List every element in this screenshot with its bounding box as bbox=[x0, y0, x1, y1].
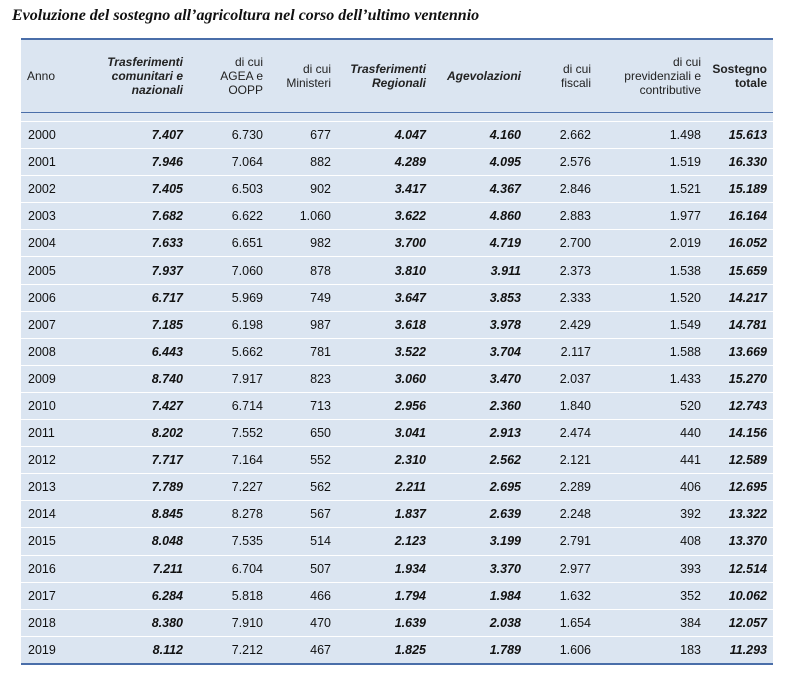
cell-sostegno-totale: 15.270 bbox=[707, 365, 773, 392]
cell-trasferimenti: 8.380 bbox=[91, 609, 189, 636]
cell-sostegno-totale: 13.322 bbox=[707, 501, 773, 528]
table-row bbox=[21, 636, 773, 664]
cell-agevolazioni: 4.160 bbox=[432, 122, 527, 149]
cell-fiscali: 2.333 bbox=[527, 284, 597, 311]
cell-agea: 5.818 bbox=[189, 582, 269, 609]
support-table bbox=[21, 38, 773, 665]
table-row bbox=[21, 230, 773, 257]
cell-previdenziali: 1.521 bbox=[597, 176, 707, 203]
cell-fiscali: 2.576 bbox=[527, 149, 597, 176]
cell-trasferimenti: 7.633 bbox=[91, 230, 189, 257]
cell-fiscali: 2.121 bbox=[527, 447, 597, 474]
cell-fiscali: 2.977 bbox=[527, 555, 597, 582]
cell-agea: 7.227 bbox=[189, 474, 269, 501]
header-fiscali: di cui fiscali bbox=[527, 39, 597, 113]
cell-trasferimenti: 7.405 bbox=[91, 176, 189, 203]
cell-sostegno-totale: 12.589 bbox=[707, 447, 773, 474]
cell-trasferimenti: 8.740 bbox=[91, 365, 189, 392]
cell-regionali: 3.618 bbox=[337, 311, 432, 338]
cell-previdenziali: 1.519 bbox=[597, 149, 707, 176]
cell-regionali: 3.700 bbox=[337, 230, 432, 257]
cell-anno: 2016 bbox=[21, 555, 91, 582]
cell-regionali: 3.647 bbox=[337, 284, 432, 311]
cell-fiscali: 2.791 bbox=[527, 528, 597, 555]
cell-sostegno-totale: 12.695 bbox=[707, 474, 773, 501]
cell-ministeri: 823 bbox=[269, 365, 337, 392]
cell-sostegno-totale: 12.057 bbox=[707, 609, 773, 636]
cell-regionali: 2.956 bbox=[337, 392, 432, 419]
cell-agea: 5.969 bbox=[189, 284, 269, 311]
table-header bbox=[21, 39, 773, 113]
table-row bbox=[21, 447, 773, 474]
cell-trasferimenti: 7.717 bbox=[91, 447, 189, 474]
header-ministeri: di cui Ministeri bbox=[269, 39, 337, 113]
cell-anno: 2000 bbox=[21, 122, 91, 149]
cell-agea: 7.064 bbox=[189, 149, 269, 176]
cell-agevolazioni: 3.704 bbox=[432, 338, 527, 365]
cell-sostegno-totale: 13.669 bbox=[707, 338, 773, 365]
cell-agea: 8.278 bbox=[189, 501, 269, 528]
header-agea: di cui AGEA e OOPP bbox=[189, 39, 269, 113]
header-previdenziali: di cui previdenziali e contributive bbox=[597, 39, 707, 113]
cell-fiscali: 2.289 bbox=[527, 474, 597, 501]
cell-previdenziali: 1.520 bbox=[597, 284, 707, 311]
cell-ministeri: 902 bbox=[269, 176, 337, 203]
cell-ministeri: 882 bbox=[269, 149, 337, 176]
cell-agevolazioni: 2.695 bbox=[432, 474, 527, 501]
cell-anno: 2009 bbox=[21, 365, 91, 392]
cell-sostegno-totale: 11.293 bbox=[707, 636, 773, 664]
cell-regionali: 4.047 bbox=[337, 122, 432, 149]
cell-previdenziali: 352 bbox=[597, 582, 707, 609]
cell-ministeri: 507 bbox=[269, 555, 337, 582]
cell-regionali: 4.289 bbox=[337, 149, 432, 176]
cell-agea: 6.714 bbox=[189, 392, 269, 419]
cell-ministeri: 552 bbox=[269, 447, 337, 474]
cell-agea: 7.212 bbox=[189, 636, 269, 664]
cell-previdenziali: 406 bbox=[597, 474, 707, 501]
cell-agea: 7.164 bbox=[189, 447, 269, 474]
cell-anno: 2004 bbox=[21, 230, 91, 257]
cell-regionali: 1.794 bbox=[337, 582, 432, 609]
cell-fiscali: 2.700 bbox=[527, 230, 597, 257]
table-spacer-row bbox=[21, 113, 773, 122]
cell-fiscali: 2.037 bbox=[527, 365, 597, 392]
cell-previdenziali: 1.498 bbox=[597, 122, 707, 149]
cell-agevolazioni: 1.984 bbox=[432, 582, 527, 609]
table-row bbox=[21, 420, 773, 447]
cell-anno: 2019 bbox=[21, 636, 91, 664]
cell-agevolazioni: 3.199 bbox=[432, 528, 527, 555]
cell-previdenziali: 408 bbox=[597, 528, 707, 555]
cell-ministeri: 713 bbox=[269, 392, 337, 419]
cell-ministeri: 987 bbox=[269, 311, 337, 338]
cell-ministeri: 878 bbox=[269, 257, 337, 284]
cell-fiscali: 2.248 bbox=[527, 501, 597, 528]
table-row bbox=[21, 149, 773, 176]
cell-ministeri: 677 bbox=[269, 122, 337, 149]
cell-previdenziali: 384 bbox=[597, 609, 707, 636]
cell-previdenziali: 1.549 bbox=[597, 311, 707, 338]
cell-regionali: 3.041 bbox=[337, 420, 432, 447]
header-regionali: Trasferimenti Regionali bbox=[337, 39, 432, 113]
cell-previdenziali: 440 bbox=[597, 420, 707, 447]
cell-ministeri: 562 bbox=[269, 474, 337, 501]
cell-sostegno-totale: 15.613 bbox=[707, 122, 773, 149]
cell-anno: 2012 bbox=[21, 447, 91, 474]
cell-agevolazioni: 4.367 bbox=[432, 176, 527, 203]
table-row bbox=[21, 257, 773, 284]
cell-anno: 2001 bbox=[21, 149, 91, 176]
table-row bbox=[21, 365, 773, 392]
cell-trasferimenti: 8.048 bbox=[91, 528, 189, 555]
cell-agea: 6.622 bbox=[189, 203, 269, 230]
table-row bbox=[21, 176, 773, 203]
cell-anno: 2017 bbox=[21, 582, 91, 609]
cell-agevolazioni: 2.360 bbox=[432, 392, 527, 419]
cell-previdenziali: 520 bbox=[597, 392, 707, 419]
table-row bbox=[21, 555, 773, 582]
cell-trasferimenti: 7.946 bbox=[91, 149, 189, 176]
cell-agevolazioni: 2.913 bbox=[432, 420, 527, 447]
cell-agea: 6.503 bbox=[189, 176, 269, 203]
cell-anno: 2002 bbox=[21, 176, 91, 203]
cell-fiscali: 2.662 bbox=[527, 122, 597, 149]
cell-fiscali: 1.606 bbox=[527, 636, 597, 664]
cell-agevolazioni: 3.370 bbox=[432, 555, 527, 582]
table-row bbox=[21, 392, 773, 419]
cell-trasferimenti: 6.717 bbox=[91, 284, 189, 311]
cell-sostegno-totale: 15.189 bbox=[707, 176, 773, 203]
cell-trasferimenti: 6.284 bbox=[91, 582, 189, 609]
header-agevolazioni: Agevolazioni bbox=[432, 39, 527, 113]
cell-anno: 2003 bbox=[21, 203, 91, 230]
cell-fiscali: 2.117 bbox=[527, 338, 597, 365]
cell-ministeri: 650 bbox=[269, 420, 337, 447]
table-row bbox=[21, 311, 773, 338]
cell-agea: 6.704 bbox=[189, 555, 269, 582]
cell-regionali: 1.639 bbox=[337, 609, 432, 636]
cell-agea: 6.730 bbox=[189, 122, 269, 149]
cell-fiscali: 2.429 bbox=[527, 311, 597, 338]
cell-agevolazioni: 1.789 bbox=[432, 636, 527, 664]
cell-trasferimenti: 7.937 bbox=[91, 257, 189, 284]
cell-previdenziali: 1.588 bbox=[597, 338, 707, 365]
cell-regionali: 2.211 bbox=[337, 474, 432, 501]
cell-anno: 2006 bbox=[21, 284, 91, 311]
cell-agevolazioni: 4.719 bbox=[432, 230, 527, 257]
cell-fiscali: 2.373 bbox=[527, 257, 597, 284]
cell-regionali: 2.310 bbox=[337, 447, 432, 474]
cell-agea: 6.198 bbox=[189, 311, 269, 338]
support-table-container bbox=[21, 38, 773, 665]
header-anno: Anno bbox=[21, 39, 91, 113]
cell-sostegno-totale: 16.164 bbox=[707, 203, 773, 230]
cell-agea: 5.662 bbox=[189, 338, 269, 365]
cell-previdenziali: 2.019 bbox=[597, 230, 707, 257]
cell-ministeri: 982 bbox=[269, 230, 337, 257]
cell-sostegno-totale: 13.370 bbox=[707, 528, 773, 555]
cell-agea: 7.910 bbox=[189, 609, 269, 636]
cell-agevolazioni: 2.639 bbox=[432, 501, 527, 528]
cell-trasferimenti: 7.789 bbox=[91, 474, 189, 501]
table-row bbox=[21, 203, 773, 230]
table-row bbox=[21, 582, 773, 609]
cell-previdenziali: 1.433 bbox=[597, 365, 707, 392]
cell-agevolazioni: 2.562 bbox=[432, 447, 527, 474]
cell-ministeri: 1.060 bbox=[269, 203, 337, 230]
cell-ministeri: 470 bbox=[269, 609, 337, 636]
cell-ministeri: 567 bbox=[269, 501, 337, 528]
table-row bbox=[21, 528, 773, 555]
cell-regionali: 3.417 bbox=[337, 176, 432, 203]
cell-fiscali: 2.474 bbox=[527, 420, 597, 447]
cell-previdenziali: 393 bbox=[597, 555, 707, 582]
cell-ministeri: 466 bbox=[269, 582, 337, 609]
cell-anno: 2015 bbox=[21, 528, 91, 555]
cell-agevolazioni: 3.853 bbox=[432, 284, 527, 311]
cell-agea: 6.651 bbox=[189, 230, 269, 257]
table-row bbox=[21, 122, 773, 149]
cell-ministeri: 749 bbox=[269, 284, 337, 311]
cell-regionali: 3.060 bbox=[337, 365, 432, 392]
cell-fiscali: 1.654 bbox=[527, 609, 597, 636]
cell-sostegno-totale: 12.743 bbox=[707, 392, 773, 419]
cell-ministeri: 514 bbox=[269, 528, 337, 555]
cell-anno: 2011 bbox=[21, 420, 91, 447]
cell-regionali: 3.622 bbox=[337, 203, 432, 230]
cell-anno: 2013 bbox=[21, 474, 91, 501]
cell-sostegno-totale: 16.052 bbox=[707, 230, 773, 257]
table-row bbox=[21, 338, 773, 365]
cell-anno: 2007 bbox=[21, 311, 91, 338]
cell-anno: 2008 bbox=[21, 338, 91, 365]
header-trasferimenti: Trasferimenti comunitari e nazionali bbox=[91, 39, 189, 113]
cell-previdenziali: 1.977 bbox=[597, 203, 707, 230]
cell-agea: 7.535 bbox=[189, 528, 269, 555]
table-row bbox=[21, 474, 773, 501]
table-row bbox=[21, 501, 773, 528]
cell-sostegno-totale: 14.156 bbox=[707, 420, 773, 447]
cell-trasferimenti: 7.211 bbox=[91, 555, 189, 582]
cell-trasferimenti: 8.845 bbox=[91, 501, 189, 528]
cell-agevolazioni: 4.095 bbox=[432, 149, 527, 176]
cell-agevolazioni: 2.038 bbox=[432, 609, 527, 636]
cell-regionali: 3.810 bbox=[337, 257, 432, 284]
cell-sostegno-totale: 14.781 bbox=[707, 311, 773, 338]
cell-ministeri: 781 bbox=[269, 338, 337, 365]
cell-agea: 7.917 bbox=[189, 365, 269, 392]
cell-agevolazioni: 4.860 bbox=[432, 203, 527, 230]
cell-sostegno-totale: 12.514 bbox=[707, 555, 773, 582]
cell-sostegno-totale: 10.062 bbox=[707, 582, 773, 609]
cell-anno: 2010 bbox=[21, 392, 91, 419]
cell-trasferimenti: 8.112 bbox=[91, 636, 189, 664]
cell-fiscali: 1.840 bbox=[527, 392, 597, 419]
cell-trasferimenti: 7.682 bbox=[91, 203, 189, 230]
cell-previdenziali: 441 bbox=[597, 447, 707, 474]
cell-sostegno-totale: 15.659 bbox=[707, 257, 773, 284]
table-body bbox=[21, 113, 773, 664]
cell-agevolazioni: 3.470 bbox=[432, 365, 527, 392]
cell-fiscali: 2.883 bbox=[527, 203, 597, 230]
cell-ministeri: 467 bbox=[269, 636, 337, 664]
cell-previdenziali: 183 bbox=[597, 636, 707, 664]
cell-agevolazioni: 3.978 bbox=[432, 311, 527, 338]
cell-trasferimenti: 7.427 bbox=[91, 392, 189, 419]
cell-regionali: 1.934 bbox=[337, 555, 432, 582]
header-sostegno-totale: Sostegno totale bbox=[707, 39, 773, 113]
cell-trasferimenti: 8.202 bbox=[91, 420, 189, 447]
cell-previdenziali: 1.538 bbox=[597, 257, 707, 284]
cell-agevolazioni: 3.911 bbox=[432, 257, 527, 284]
cell-regionali: 3.522 bbox=[337, 338, 432, 365]
page-title: Evoluzione del sostegno all’agricoltura nel corso dell’ultimo ventennio bbox=[12, 7, 480, 24]
cell-anno: 2018 bbox=[21, 609, 91, 636]
table-row bbox=[21, 609, 773, 636]
cell-trasferimenti: 7.407 bbox=[91, 122, 189, 149]
cell-previdenziali: 392 bbox=[597, 501, 707, 528]
cell-regionali: 1.837 bbox=[337, 501, 432, 528]
cell-anno: 2014 bbox=[21, 501, 91, 528]
cell-fiscali: 2.846 bbox=[527, 176, 597, 203]
cell-anno: 2005 bbox=[21, 257, 91, 284]
cell-fiscali: 1.632 bbox=[527, 582, 597, 609]
cell-regionali: 1.825 bbox=[337, 636, 432, 664]
cell-regionali: 2.123 bbox=[337, 528, 432, 555]
cell-trasferimenti: 6.443 bbox=[91, 338, 189, 365]
cell-sostegno-totale: 16.330 bbox=[707, 149, 773, 176]
cell-trasferimenti: 7.185 bbox=[91, 311, 189, 338]
cell-agea: 7.552 bbox=[189, 420, 269, 447]
cell-agea: 7.060 bbox=[189, 257, 269, 284]
cell-sostegno-totale: 14.217 bbox=[707, 284, 773, 311]
table-row bbox=[21, 284, 773, 311]
